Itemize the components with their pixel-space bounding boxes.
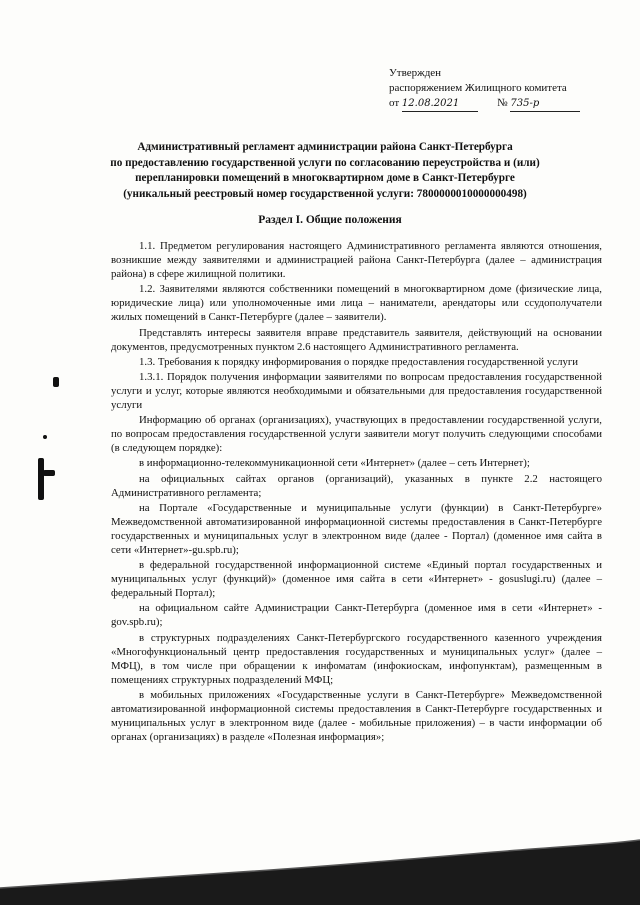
title-line-2: по предоставлению государственной услуги по согласованию переустройства и (или) <box>110 156 540 169</box>
approval-line-2: распоряжением Жилищного комитета <box>389 82 567 94</box>
paragraph: 1.3. Требования к порядку информирования о порядке предоставления государственной услуги <box>139 355 579 368</box>
approval-line-1: Утвержден <box>389 67 442 79</box>
handwritten-date: 12.08.2021 <box>402 96 478 112</box>
title-line-4: (уникальный реестровый номер государственной услуги: 7800000010000000498) <box>123 187 527 200</box>
paragraph: на Портале «Государственные и муниципальные услуги (функции) в Санкт-Петербурге» Межведомственной автоматизированной информационной системы предоставления в Санкт-Петербурге государственных и муниципальных услуг в электронном виде (далее - Портал) (доменное имя сайта в сети «Интернет»-gu.spb.ru); <box>111 501 602 556</box>
document-body <box>111 239 602 745</box>
paragraph: 1.1. Предметом регулирования настоящего Административного регламента являются отношения, возникшие между заявителями и администрацией района Санкт-Петербурга (далее – администрация района) в сфере жилищной политики. <box>111 240 602 281</box>
paragraph: Информацию об органах (организациях), участвующих в предоставлении государственной услуги, по вопросам предоставления государственной услуги заявители могут получить следующими способами (в следующем порядке): <box>111 414 602 455</box>
paragraph: на официальном сайте Администрации Санкт-Петербурга (доменное имя в сети «Интернет» - gov.spb.ru); <box>111 602 602 629</box>
paragraph: 1.3.1. Порядок получения информации заявителями по вопросам предоставления государственной услуги и услуг, которые являются необходимыми и обязательными для предоставления государственной услуги <box>111 370 602 412</box>
document-title <box>100 140 550 202</box>
scan-mark <box>43 435 47 439</box>
section-heading: Раздел I. Общие положения <box>258 214 402 226</box>
approval-date-number <box>389 96 619 112</box>
paragraph: 1.2. Заявителями являются собственники помещений в многоквартирном доме (физические лица, юридические лица) или уполномоченные ими лица – наниматели, арендаторы или ссудополучатели жилых помещений в Санкт-Петербурге (далее – заявители). <box>111 283 602 324</box>
title-line-1: Административный регламент администрации района Санкт-Петербурга <box>137 141 513 153</box>
approval-stamp <box>389 66 619 112</box>
number-label: № <box>497 97 508 109</box>
paragraph: в федеральной государственной информационной системе «Единый портал государственных и муниципальных услуг (функций)» (доменное имя сайта в сети «Интернет» - gosuslugi.ru) (далее – федеральный Портал); <box>111 559 602 600</box>
scan-mark <box>38 458 44 500</box>
title-line-3: перепланировки помещений в многоквартирном доме в Санкт-Петербурге <box>135 172 515 184</box>
paragraph: на официальных сайтах органов (организаций), указанных в пункте 2.2 настоящего Административного регламента; <box>111 472 602 499</box>
paragraph: Представлять интересы заявителя вправе представитель заявителя, действующий на основании документов, предусмотренных пунктом 2.6 настоящего Административного регламента. <box>111 326 602 353</box>
paragraph: в мобильных приложениях «Государственные услуги в Санкт-Петербурге» Межведомственной автоматизированной информационной системы предоставления в Санкт-Петербурге государственных и муниципальных услуг в электронном виде (далее - мобильные приложения) – в части информации об органах (организациях) в разделе «Полезная информация»; <box>111 688 602 744</box>
paragraph: в структурных подразделениях Санкт-Петербургского государственного казенного учреждения «Многофункциональный центр предоставления государственных и муниципальных услуг» (далее – МФЦ), в том числе при обращении к инфоматам (инфокиоскам, инфопунктам), размещенным в помещениях структурных подразделений МФЦ; <box>111 631 602 686</box>
scan-mark <box>43 470 55 476</box>
scan-shadow <box>0 826 640 905</box>
scan-mark <box>53 377 59 387</box>
handwritten-number: 735-р <box>510 96 580 112</box>
from-label: от <box>389 97 400 109</box>
paragraph: в информационно-телекоммуникационной сети «Интернет» (далее – сеть Интернет); <box>139 457 530 470</box>
